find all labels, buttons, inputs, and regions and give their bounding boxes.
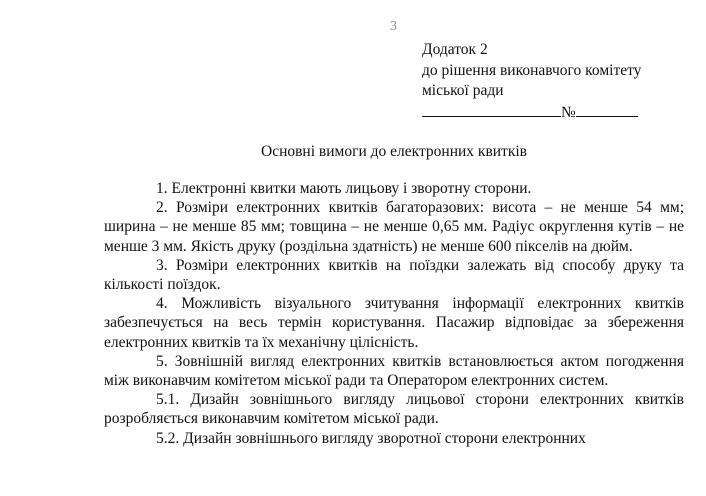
annex-decision-line: до рішення виконавчого комітету bbox=[422, 61, 642, 79]
annex-council-line: міської ради bbox=[422, 82, 504, 99]
number-sign: № bbox=[561, 103, 576, 121]
paragraph-number: 3. bbox=[156, 256, 168, 274]
paragraph-number: 4. bbox=[156, 295, 168, 313]
paragraph-number: 1. bbox=[156, 180, 168, 197]
annex-title: Додаток 2 bbox=[422, 41, 488, 58]
paragraph-3 bbox=[104, 256, 684, 294]
date-blank bbox=[422, 102, 561, 117]
paragraph-number: 5.1. bbox=[156, 391, 180, 409]
paragraph-5-2 bbox=[104, 429, 684, 448]
annex-header bbox=[422, 40, 692, 123]
annex-number-line bbox=[422, 102, 692, 124]
paragraph-5 bbox=[104, 352, 684, 390]
paragraph-4 bbox=[104, 294, 684, 352]
document-body bbox=[104, 179, 684, 448]
paragraph-text: Електронні квитки мають лицьову і зворотну сторони. bbox=[171, 180, 532, 197]
paragraph-text: Можливість візуального зчитування інформації електронних квитків забезпечується на весь термін користування. Пасажир відповідає за збереження електронних квитків та їх механічну цілісність. bbox=[104, 295, 684, 351]
paragraph-number: 2. bbox=[156, 199, 168, 217]
paragraph-text: Дизайн зовнішнього вигляду лицьової сторони електронних квитків розробляється виконавчим комітетом міської ради. bbox=[104, 391, 684, 428]
paragraph-text: Дизайн зовнішнього вигляду зворотної сторони електронних bbox=[183, 429, 586, 447]
paragraph-2 bbox=[104, 198, 684, 256]
number-blank bbox=[576, 102, 638, 117]
paragraph-5-1 bbox=[104, 390, 684, 428]
paragraph-text: Розміри електронних квитків багаторазових: висота – не менше 54 мм; ширина – не менше 85 мм; товщина – не менше 0,65 мм. Радіус округлення кутів – не менше 3 мм. Якість друку (роздільна здатність) не менше 600 пікселів на дюйм. bbox=[104, 199, 685, 255]
paragraph-text: Зовнішній вигляд електронних квитків встановлюється актом погодження між виконавчим комітетом міської ради та Оператором електронних систем. bbox=[104, 352, 685, 390]
paragraph-1 bbox=[104, 179, 684, 198]
paragraph-number: 5. bbox=[156, 352, 168, 370]
paragraph-text: Розміри електронних квитків на поїздки залежать від способу друку та кількості поїздок. bbox=[104, 256, 684, 294]
document-title: Основні вимоги до електронних квитків bbox=[261, 143, 527, 160]
paragraph-number: 5.2. bbox=[156, 429, 180, 447]
page-number: 3 bbox=[390, 19, 397, 34]
